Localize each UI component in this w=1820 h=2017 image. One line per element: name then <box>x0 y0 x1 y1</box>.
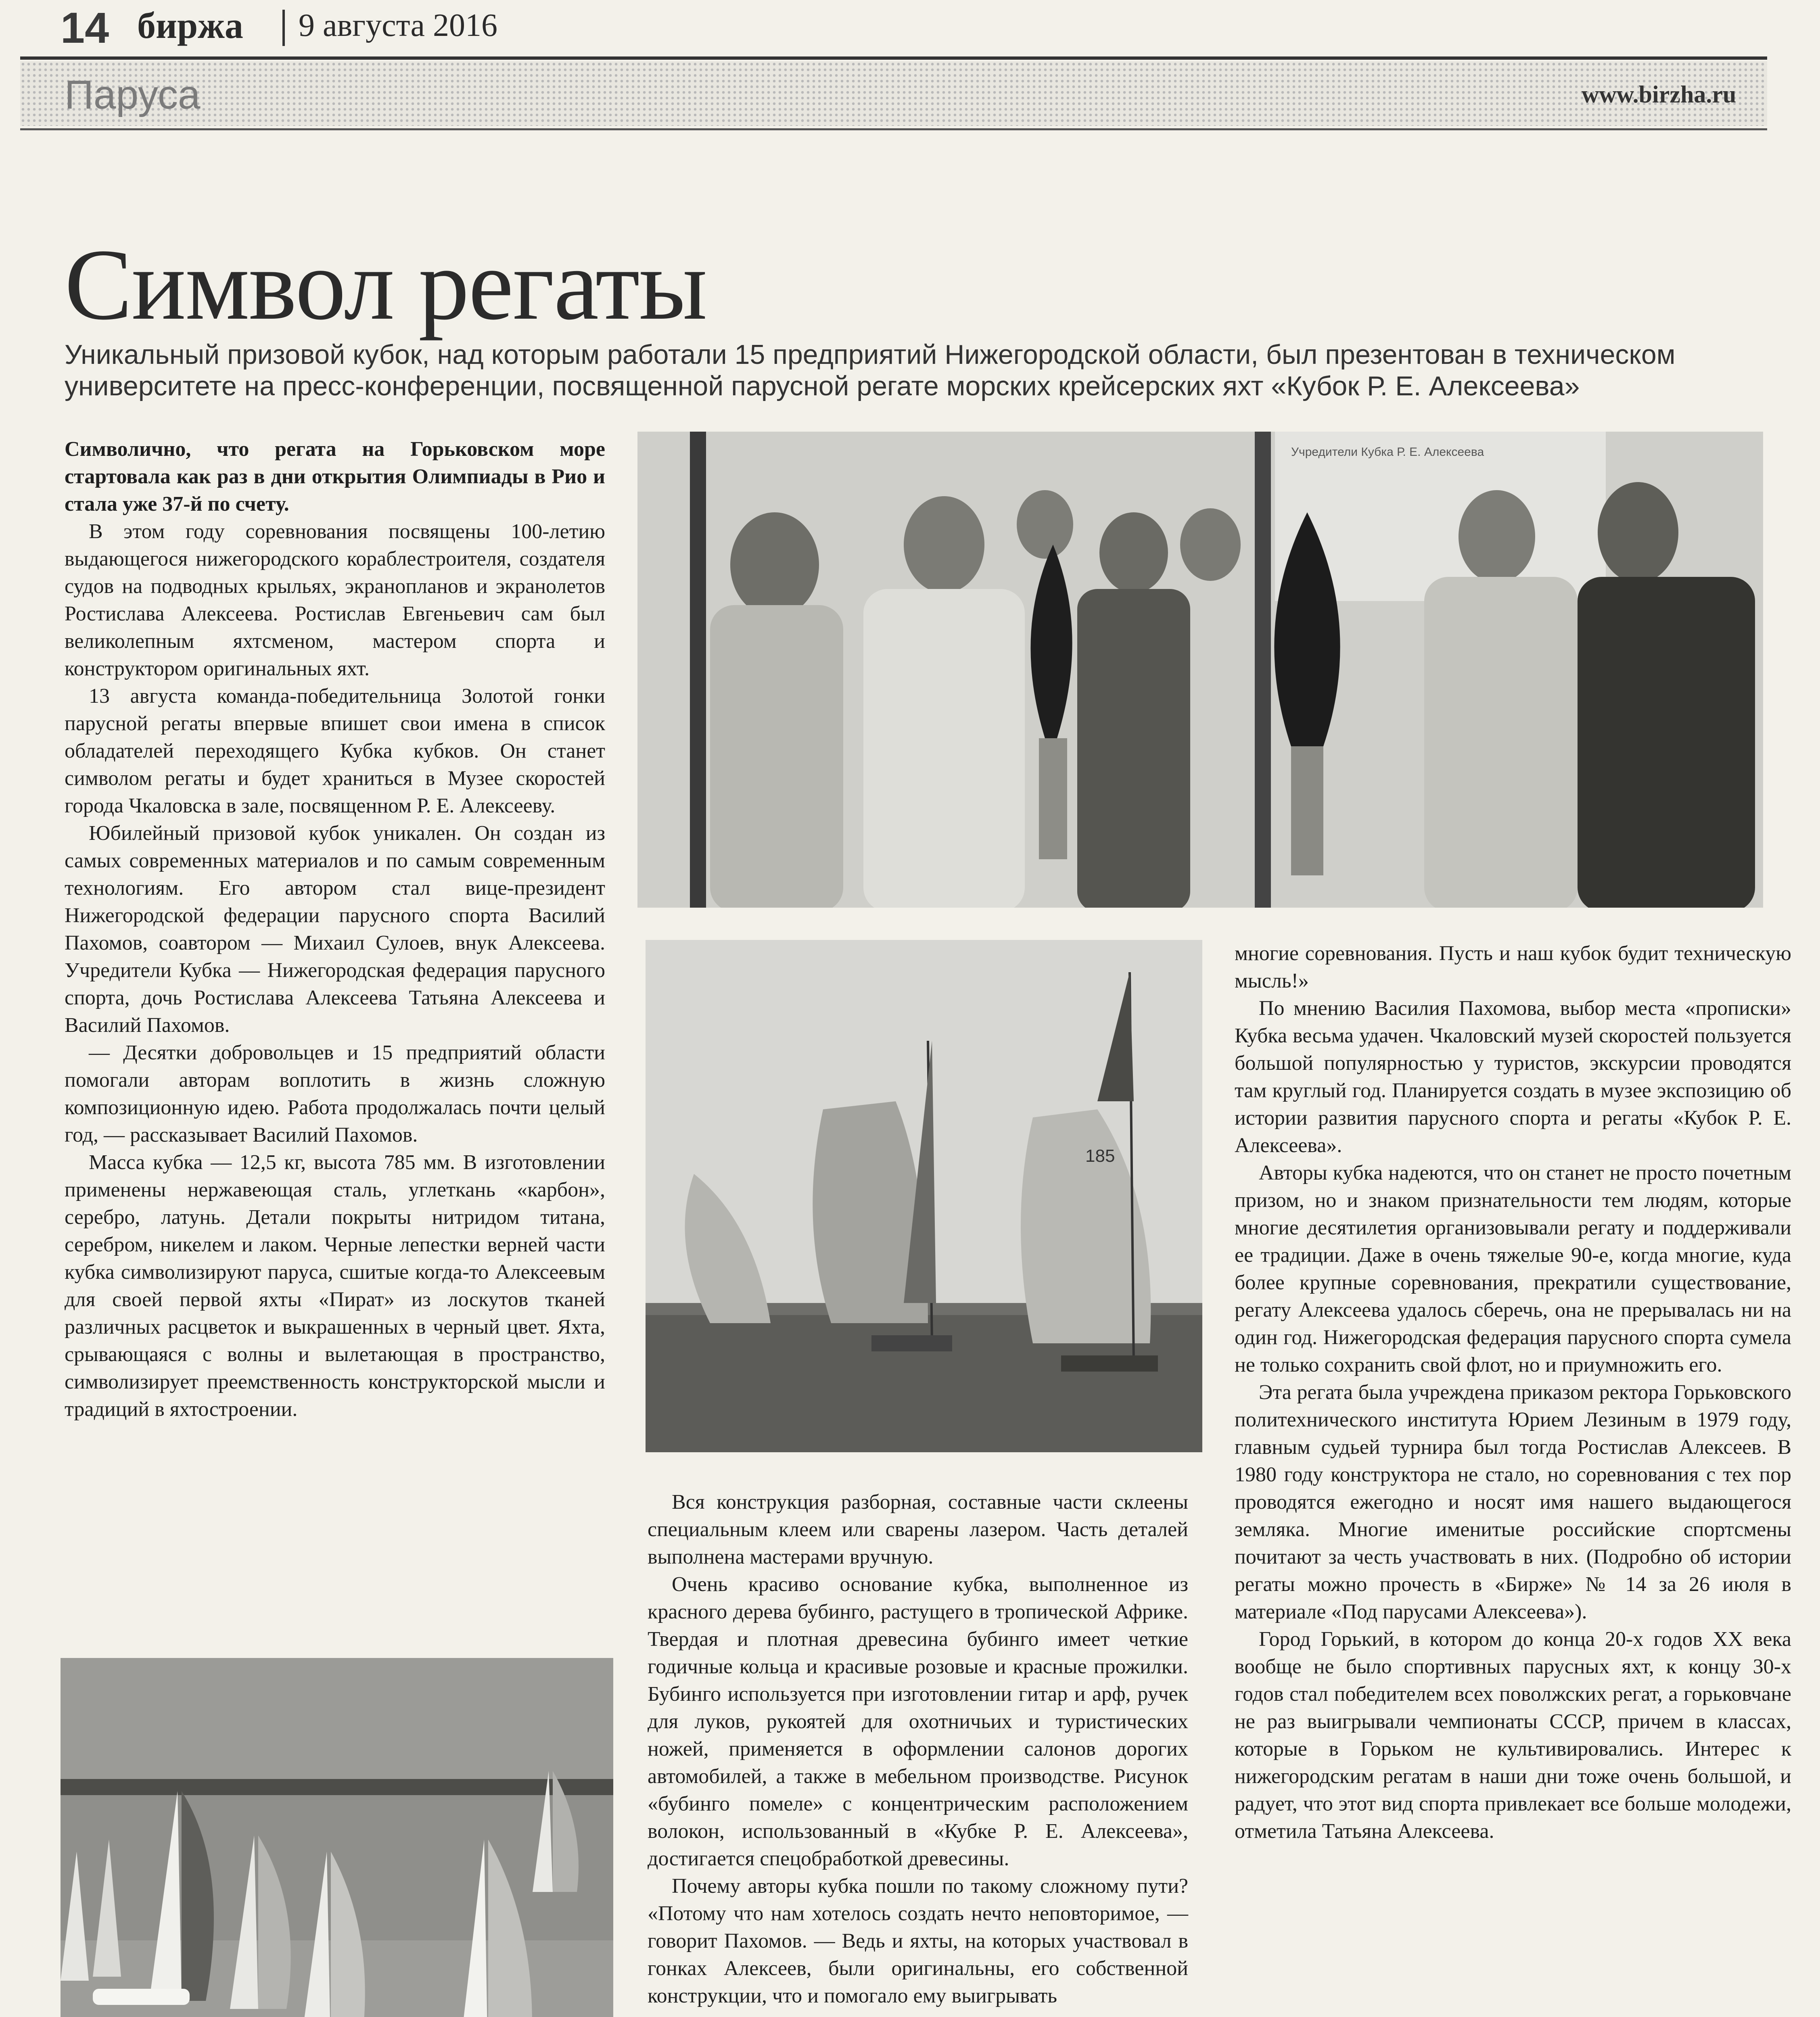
paragraph: Символично, что регата на Горьковском море стартовала как раз в дни открытия Олимпиады в Рио и стала уже 37-й по счету. <box>65 438 605 516</box>
paragraph: Вся конструкция разборная, составные части склеены специальным клеем или сварены лазером. Часть деталей выполнена мастерами вручную. <box>648 1491 1188 1568</box>
header-bottom-rule <box>20 128 1767 130</box>
regatta-photo <box>61 1658 613 2017</box>
newspaper-name: биржа <box>137 5 243 46</box>
article-lead: Уникальный призовой кубок, над которым работали 15 предприятий Нижегородской области, был презентован в техническом университете на пресс-конференции, посвященной парусной регате морских крейсерских яхт «Кубок Р. Е. Алексеева» <box>65 339 1676 401</box>
header-separator <box>282 10 285 46</box>
group-photo <box>637 432 1763 908</box>
publication-date: 9 августа 2016 <box>299 8 498 43</box>
paragraph: По мнению Василия Пахомова, выбор места «прописки» Кубка весьма удачен. Чкаловский музей скоростей пользуется большой популярностью у туристов, экскурсии проводятся там круглый год. Планируется создать в музее экспозицию об истории развития парусного спорта и регаты «Кубок Р. Е. Алексеева». <box>1235 997 1791 1157</box>
paragraph: Очень красиво основание кубка, выполненное из красного дерева бубинго, растущего в тропической Африке. Твердая и плотная древесина бубинго имеет четкие годичные кольца и красивые розовые и красные прожилки. Бубинго используется при изготовлении гитар и арф, ручек для луков, рукоятей для охотничьих и туристических ножей, применяется в оформлении салонов дорогих автомобилей, а также в мебельном производстве. Рисунок «бубинго помеле» с концентрическим расположением волокон, использованный в «Кубке Р. Е. Алексеева», достигается спецобработкой древесины. <box>648 1573 1188 1870</box>
paragraph: 13 августа команда-победительница Золотой гонки парусной регаты впервые впишет свои имена в список обладателей переходящего Кубка кубков. Он станет символом регаты и будет храниться в Музее скоростей города Чкаловска в зале, посвященном Р. Е. Алексееву. <box>65 685 605 817</box>
yachts-photo-illustration <box>646 940 1202 1452</box>
paragraph: — Десятки добровольцев и 15 предприятий области помогали авторам воплотить в жизнь сложную композиционную идею. Работа продолжалась почти целый год, — рассказывает Василий Пахомов. <box>65 1041 605 1146</box>
yachts-photo <box>646 940 1202 1452</box>
paragraph: Юбилейный призовой кубок уникален. Он создан из самых современных материалов и по самым современным технологиям. Его автором стал вице-президент Нижегородской федерации парусного спорта Василий Пахомов, соавтором — Михаил Сулоев, внук Алексеева. Учредители Кубка — Нижегородская федерация парусного спорта, дочь Ростислава Алексеева Татьяна Алексеева и Василий Пахомов. <box>65 822 605 1037</box>
article-column-2 <box>648 1489 1188 2010</box>
paragraph: Эта регата была учреждена приказом ректора Горьковского политехнического института Юрием Лезиным в 1979 году, главным судьей турнира был тогда Ростислав Алексеев. В 1980 году конструктора не стало, но соревнования с тех пор проводятся ежегодно и носят имя нашего выдающегося земляка. Многие именитые российские спортсмены почитают за честь участвовать в них. (Подробно об истории регаты можно прочесть в «Бирже» № 14 за 26 июля в материале «Под парусами Алексеева»). <box>1235 1381 1791 1623</box>
group-photo-illustration <box>637 432 1763 908</box>
paragraph: Масса кубка — 12,5 кг, высота 785 мм. В изготовлении применены нержавеющая сталь, углеткань «карбон», серебро, латунь. Детали покрыты нитридом титана, серебром, никелем и лаком. Черные лепестки верней части кубка символизируют паруса, сшитые когда-то Алексеевым для своей первой яхты «Пират» из лоскутов тканей различных расцветок и выкрашенных в черный цвет. Яхта, срывающаяся с волны и вылетающая в пространство, символизирует преемственность конструкторской мысли и традиций в яхтостроении. <box>65 1151 605 1421</box>
sail-number: 185 <box>1085 1146 1115 1166</box>
section-band <box>20 61 1767 126</box>
article-column-1 <box>65 436 605 1423</box>
article-column-3 <box>1235 940 1791 1845</box>
paragraph: Авторы кубка надеются, что он станет не просто почетным призом, но и знаком признательности тем людям, которые многие десятилетия организовывали регату и поддерживали ее традиции. Даже в очень тяжелые 90-е, когда многие, куда более крупные соревнования, прекратили существование, регату Алексеева удалось сберечь, она не прерывалась ни на один год. Нижегородская федерация парусного спорта сумела не только сохранить свой флот, но и приумножить его. <box>1235 1161 1791 1376</box>
paragraph: Город Горький, в котором до конца 20-х годов XX века вообще не было спортивных парусных яхт, к концу 30-х годов стал победителем всех поволжских регат, а горьковчане не раз выигрывали чемпионаты СССР, причем в классах, которые в Горьком не культивировались. Интерес к нижегородским регатам в наши дни тоже очень большой, и радует, что этот вид спорта привлекает все больше молодежи, отметила Татьяна Алексеева. <box>1235 1628 1791 1843</box>
section-name: Паруса <box>65 72 201 117</box>
article-title: Символ регаты <box>65 228 707 341</box>
page-number: 14 <box>61 3 109 52</box>
top-rule <box>20 56 1767 60</box>
paragraph: многие соревнования. Пусть и наш кубок будит техническую мысль!» <box>1235 942 1791 992</box>
site-url: www.birzha.ru <box>1582 81 1736 108</box>
paragraph: В этом году соревнования посвящены 100-летию выдающегося нижегородского кораблестроителя, создателя судов на подводных крыльях, экранопланов и экранолетов Ростислава Алексеева. Ростислав Евгеньевич сам был великолепным яхтсменом, мастером спорта и конструктором оригинальных яхт. <box>65 520 605 680</box>
regatta-photo-illustration <box>61 1658 613 2017</box>
poster-text: Учредители Кубка Р. Е. Алексеева <box>1291 445 1484 459</box>
paragraph: Почему авторы кубка пошли по такому сложному пути? «Потому что нам хотелось создать нечто неповторимое, — говорит Пахомов. — Ведь и яхты, на которых участвовал в гонках Алексеев, были оригинальны, его собственной конструкции, что и помогало ему выигрывать <box>648 1875 1188 2007</box>
